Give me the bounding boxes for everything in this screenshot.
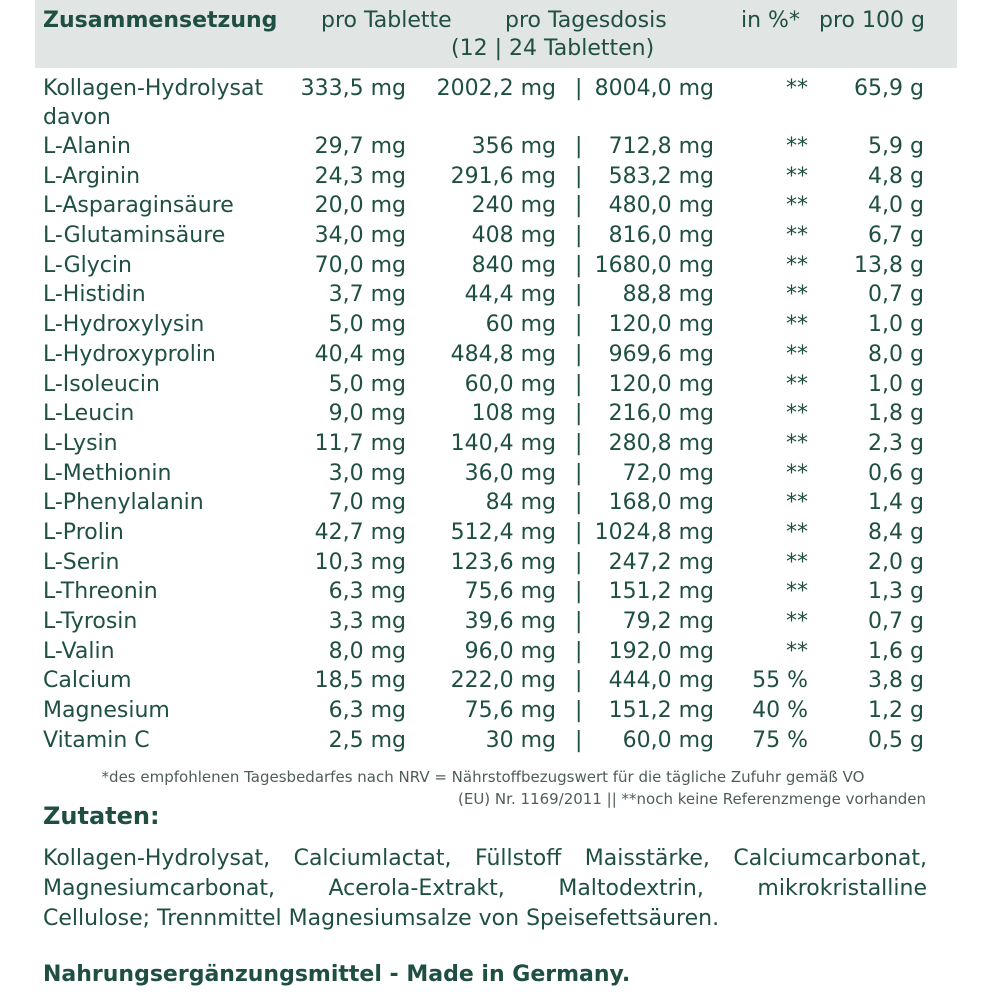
value-per-100g: 0,5 g [868, 727, 924, 753]
table-row [0, 429, 1000, 459]
nutrient-name: Vitamin C [43, 727, 150, 753]
value-daily-dose-24: 1680,0 mg [594, 252, 714, 278]
value-per-100g: 4,8 g [868, 163, 924, 189]
value-daily-dose-12: 840 mg [471, 252, 556, 278]
nutrient-name: L-Valin [43, 638, 115, 664]
table-header [35, 0, 957, 68]
value-percent: ** [786, 430, 808, 456]
value-percent: ** [786, 371, 808, 397]
value-per-tablet: 29,7 mg [314, 134, 406, 159]
nutrition-table [0, 74, 1000, 755]
ingredients-line-3: Cellulose; Trennmittel Magnesiumsalze von Speisefettsäuren. [43, 906, 720, 931]
value-daily-dose-24: 120,0 mg [608, 312, 714, 338]
column-separator: | [575, 460, 583, 486]
value-percent: ** [786, 76, 808, 101]
value-daily-dose-12: 408 mg [471, 223, 556, 249]
value-daily-dose-24: 8004,0 mg [594, 76, 714, 101]
table-row [0, 221, 1000, 251]
value-percent: ** [786, 579, 808, 605]
value-daily-dose-12: 240 mg [471, 193, 556, 219]
column-separator: | [575, 76, 583, 101]
value-percent: ** [786, 341, 808, 367]
value-per-tablet: 5,0 mg [328, 371, 406, 397]
value-per-tablet: 7,0 mg [328, 490, 406, 516]
value-daily-dose-12: 75,6 mg [464, 698, 556, 724]
value-per-100g: 1,4 g [868, 490, 924, 516]
header-composition: Zusammensetzung [43, 8, 278, 33]
value-daily-dose-24: 480,0 mg [608, 193, 714, 219]
value-per-tablet: 3,0 mg [328, 460, 406, 486]
value-daily-dose-12: 60 mg [485, 312, 556, 338]
value-daily-dose-12: 96,0 mg [464, 638, 556, 664]
table-row [0, 132, 1000, 162]
value-daily-dose-12: 84 mg [485, 490, 556, 516]
value-per-tablet: 2,5 mg [328, 727, 406, 753]
table-row [0, 518, 1000, 548]
value-per-tablet: 70,0 mg [314, 252, 406, 278]
value-daily-dose-24: 1024,8 mg [594, 519, 714, 545]
nutrient-name: L-Leucin [43, 401, 135, 427]
column-separator: | [575, 341, 583, 367]
nutrient-name: L-Serin [43, 549, 120, 575]
value-percent: 40 % [752, 698, 808, 724]
value-percent: ** [786, 549, 808, 575]
value-percent: ** [786, 134, 808, 159]
value-per-100g: 13,8 g [854, 252, 924, 278]
nutrient-subnote: davon [43, 105, 111, 130]
nutrient-name: L-Glycin [43, 252, 132, 278]
column-separator: | [575, 193, 583, 219]
table-row [0, 399, 1000, 429]
value-daily-dose-24: 168,0 mg [608, 490, 714, 516]
value-daily-dose-24: 192,0 mg [608, 638, 714, 664]
nutrient-name: L-Alanin [43, 134, 131, 159]
column-separator: | [575, 668, 583, 694]
footnote-line-1: *des empfohlenen Tagesbedarfes nach NRV = Nährstoffbezugswert für die tägliche Zufuhr gemäß VO [101, 768, 865, 786]
column-separator: | [575, 609, 583, 634]
value-percent: ** [786, 519, 808, 545]
column-separator: | [575, 698, 583, 724]
table-row [0, 280, 1000, 310]
value-per-100g: 2,3 g [868, 430, 924, 456]
value-daily-dose-24: 444,0 mg [608, 668, 714, 694]
nutrient-name: L-Lysin [43, 430, 118, 456]
value-per-100g: 65,9 g [854, 76, 924, 101]
table-row [0, 340, 1000, 370]
value-daily-dose-12: 123,6 mg [450, 549, 556, 575]
value-per-100g: 2,0 g [868, 549, 924, 575]
value-daily-dose-24: 88,8 mg [622, 282, 714, 308]
nutrient-name: L-Hydroxylysin [43, 312, 205, 338]
nutrient-name: L-Hydroxyprolin [43, 341, 216, 367]
column-separator: | [575, 638, 583, 664]
nutrient-name: L-Threonin [43, 579, 158, 605]
table-row [0, 637, 1000, 667]
value-per-tablet: 18,5 mg [314, 668, 406, 694]
column-separator: | [575, 371, 583, 397]
value-per-100g: 8,4 g [868, 519, 924, 545]
column-separator: | [575, 163, 583, 189]
table-row [0, 162, 1000, 192]
nutrient-name: L-Histidin [43, 282, 146, 308]
column-separator: | [575, 490, 583, 516]
value-per-100g: 1,8 g [868, 401, 924, 427]
value-daily-dose-24: 280,8 mg [608, 430, 714, 456]
value-per-tablet: 6,3 mg [328, 579, 406, 605]
value-daily-dose-12: 140,4 mg [450, 430, 556, 456]
value-percent: ** [786, 490, 808, 516]
value-per-tablet: 5,0 mg [328, 312, 406, 338]
table-row [0, 548, 1000, 578]
value-percent: ** [786, 163, 808, 189]
table-row [0, 696, 1000, 726]
table-row [0, 577, 1000, 607]
product-claim: Nahrungsergänzungsmittel - Made in Germany. [43, 962, 631, 987]
footnote-line-2: (EU) Nr. 1169/2011 || **noch keine Referenzmenge vorhanden [458, 790, 926, 808]
table-row [0, 74, 1000, 132]
value-per-100g: 8,0 g [868, 341, 924, 367]
value-daily-dose-12: 30 mg [485, 727, 556, 753]
column-separator: | [575, 579, 583, 605]
value-daily-dose-24: 72,0 mg [622, 460, 714, 486]
nutrient-name: Kollagen-Hydrolysat [43, 76, 264, 101]
value-daily-dose-12: 39,6 mg [464, 609, 556, 634]
value-percent: ** [786, 193, 808, 219]
header-per-daily-dose: pro Tagesdosis [505, 8, 667, 33]
value-per-tablet: 8,0 mg [328, 638, 406, 664]
value-per-100g: 1,0 g [868, 371, 924, 397]
value-per-100g: 1,3 g [868, 579, 924, 605]
table-row [0, 310, 1000, 340]
nutrient-name: L-Arginin [43, 163, 141, 189]
table-row [0, 726, 1000, 756]
footnote [40, 766, 926, 810]
ingredients-text [43, 844, 927, 934]
ingredients-line-2: Magnesiumcarbonat, Acerola-Extrakt, Maltodextrin, mikrokristalline [43, 876, 927, 901]
value-per-tablet: 3,7 mg [328, 282, 406, 308]
table-row [0, 251, 1000, 281]
value-daily-dose-12: 222,0 mg [450, 668, 556, 694]
value-per-tablet: 34,0 mg [314, 223, 406, 249]
column-separator: | [575, 727, 583, 753]
value-daily-dose-24: 151,2 mg [608, 698, 714, 724]
value-per-tablet: 24,3 mg [314, 163, 406, 189]
value-daily-dose-24: 583,2 mg [608, 163, 714, 189]
header-percent: in %* [741, 8, 800, 33]
value-per-100g: 0,7 g [868, 282, 924, 308]
table-row [0, 459, 1000, 489]
nutrient-name: L-Tyrosin [43, 609, 138, 634]
header-per-100g: pro 100 g [819, 8, 925, 33]
value-per-tablet: 20,0 mg [314, 193, 406, 219]
nutrient-name: L-Phenylalanin [43, 490, 204, 516]
value-percent: ** [786, 282, 808, 308]
value-percent: ** [786, 460, 808, 486]
column-separator: | [575, 430, 583, 456]
value-per-100g: 0,6 g [868, 460, 924, 486]
value-daily-dose-24: 816,0 mg [608, 223, 714, 249]
value-percent: ** [786, 401, 808, 427]
value-daily-dose-24: 60,0 mg [622, 727, 714, 753]
nutrient-name: L-Methionin [43, 460, 172, 486]
table-row [0, 666, 1000, 696]
table-row [0, 488, 1000, 518]
value-daily-dose-24: 120,0 mg [608, 371, 714, 397]
value-per-tablet: 11,7 mg [314, 430, 406, 456]
value-percent: 75 % [752, 727, 808, 753]
value-daily-dose-12: 60,0 mg [464, 371, 556, 397]
value-per-100g: 1,6 g [868, 638, 924, 664]
ingredients-title: Zutaten: [43, 802, 160, 830]
nutrient-name: Magnesium [43, 698, 170, 724]
table-row [0, 607, 1000, 637]
value-per-100g: 0,7 g [868, 609, 924, 634]
value-daily-dose-24: 247,2 mg [608, 549, 714, 575]
ingredients-line-1: Kollagen-Hydrolysat, Calciumlactat, Füllstoff Maisstärke, Calciumcarbonat, [43, 846, 927, 871]
value-per-100g: 5,9 g [868, 134, 924, 159]
value-per-tablet: 10,3 mg [314, 549, 406, 575]
column-separator: | [575, 549, 583, 575]
column-separator: | [575, 252, 583, 278]
value-daily-dose-24: 216,0 mg [608, 401, 714, 427]
table-row [0, 370, 1000, 400]
value-per-100g: 1,2 g [868, 698, 924, 724]
column-separator: | [575, 312, 583, 338]
value-per-tablet: 9,0 mg [328, 401, 406, 427]
value-daily-dose-12: 36,0 mg [464, 460, 556, 486]
value-daily-dose-12: 108 mg [471, 401, 556, 427]
value-daily-dose-12: 44,4 mg [464, 282, 556, 308]
value-daily-dose-12: 512,4 mg [450, 519, 556, 545]
table-row [0, 191, 1000, 221]
value-per-100g: 3,8 g [868, 668, 924, 694]
nutrient-name: Calcium [43, 668, 132, 694]
value-daily-dose-12: 75,6 mg [464, 579, 556, 605]
column-separator: | [575, 401, 583, 427]
value-percent: 55 % [752, 668, 808, 694]
nutrient-name: L-Asparaginsäure [43, 193, 234, 219]
column-separator: | [575, 519, 583, 545]
value-daily-dose-24: 712,8 mg [608, 134, 714, 159]
value-per-tablet: 40,4 mg [314, 341, 406, 367]
value-percent: ** [786, 223, 808, 249]
value-percent: ** [786, 312, 808, 338]
header-per-tablet: pro Tablette [321, 8, 452, 33]
value-per-100g: 1,0 g [868, 312, 924, 338]
column-separator: | [575, 282, 583, 308]
nutrient-name: L-Isoleucin [43, 371, 160, 397]
value-daily-dose-12: 291,6 mg [450, 163, 556, 189]
value-percent: ** [786, 252, 808, 278]
value-daily-dose-12: 356 mg [471, 134, 556, 159]
value-daily-dose-12: 484,8 mg [450, 341, 556, 367]
nutrient-name: L-Prolin [43, 519, 124, 545]
column-separator: | [575, 134, 583, 159]
header-tablets-count: (12 | 24 Tabletten) [451, 36, 655, 61]
value-per-100g: 4,0 g [868, 193, 924, 219]
column-separator: | [575, 223, 583, 249]
value-per-tablet: 42,7 mg [314, 519, 406, 545]
value-daily-dose-12: 2002,2 mg [436, 76, 556, 101]
value-per-tablet: 6,3 mg [328, 698, 406, 724]
value-per-tablet: 3,3 mg [328, 609, 406, 634]
value-daily-dose-24: 79,2 mg [622, 609, 714, 634]
value-percent: ** [786, 638, 808, 664]
value-daily-dose-24: 151,2 mg [608, 579, 714, 605]
value-percent: ** [786, 609, 808, 634]
value-per-tablet: 333,5 mg [300, 76, 406, 101]
nutrient-name: L-Glutaminsäure [43, 223, 226, 249]
value-per-100g: 6,7 g [868, 223, 924, 249]
value-daily-dose-24: 969,6 mg [608, 341, 714, 367]
